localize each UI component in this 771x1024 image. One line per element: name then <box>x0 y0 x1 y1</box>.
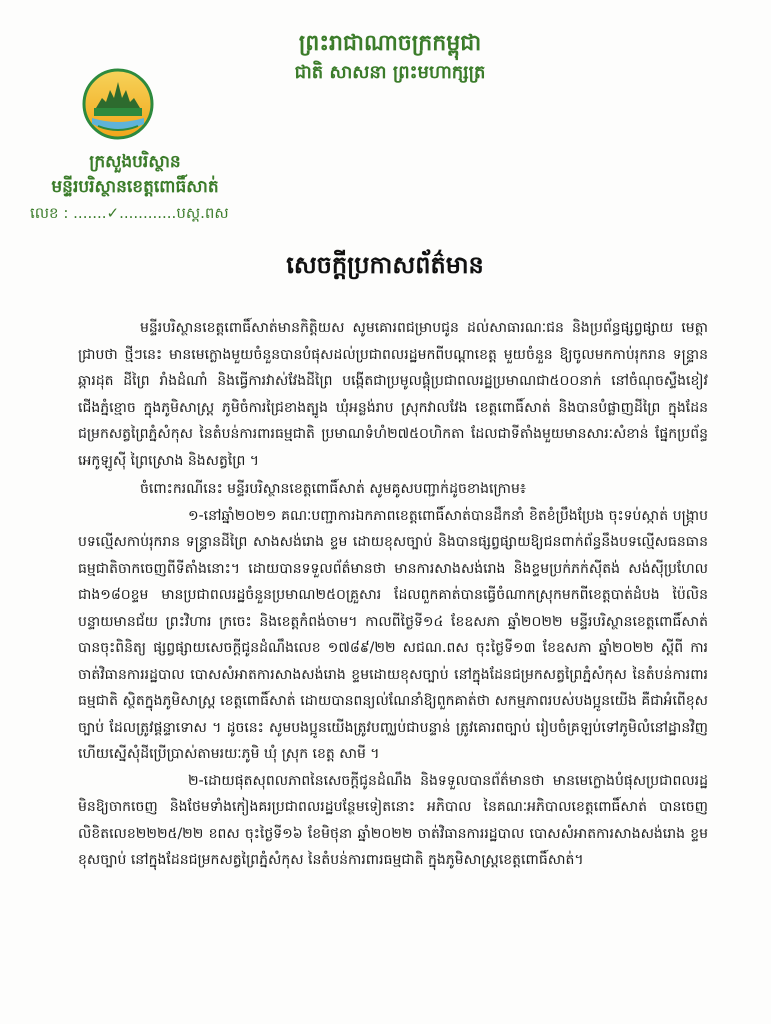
ministry-name: ក្រសួងបរិស្ថាន <box>89 152 181 172</box>
ministry-block <box>20 150 250 226</box>
ministry-logo <box>82 68 154 140</box>
kingdom-header <box>240 28 540 86</box>
national-motto: ជាតិ សាសនា ព្រះមហាក្សត្រ <box>294 62 486 83</box>
paragraph-point-2: ២-ដោយផុតសុពលភាពនៃសេចក្តីជូនដំណឹង និងទទួលបានព័ត៌មានថា មានមេក្លោងបំផុសប្រជាពលរដ្ឋមិនឱ្យចាកចេញ និងថែមទាំងកៀងគរប្រជាពលរដ្ឋបន្ថែមទៀតនោះ អភិបាល នៃគណៈអភិបាលខេត្តពោធិ៍សាត់ បានចេញលិខិតលេខ២២២៥/២២ ខពស ចុះថ្ងៃទី១៦ ខែមិថុនា ឆ្នាំ២០២២ ចាត់វិធានការរដ្ឋបាល បោសសំអាតការសាងសង់រោង ខ្ទមខុសច្បាប់ នៅក្នុងដែនជម្រកសត្វព្រៃភ្នំសំកុស នៃតំបន់ការពារធម្មជាតិ ក្នុងភូមិសាស្ត្រខេត្តពោធិ៍សាត់។ <box>78 772 708 868</box>
logo-emblem-icon <box>82 68 154 140</box>
paragraph-statement: ចំពោះករណីនេះ មន្ទីរបរិស្ថានខេត្តពោធិ៍សាត់ សូមគូសបញ្ជាក់ដូចខាងក្រោម៖ <box>140 481 527 497</box>
document-title: សេចក្តីប្រកាសព័ត៌មាន <box>286 251 484 279</box>
paragraph-point-1: ១-នៅឆ្នាំ២០២១ គណៈបញ្ជាការឯកភាពខេត្តពោធិ៍សាត់បានដឹកនាំ ខិតខំប្រឹងប្រែង ចុះទប់ស្កាត់ បង្ក្រាប បទល្មើសកាប់រុករាន ទន្ទ្រានដីព្រៃ សាងសង់រោង ខ្ទម ដោយខុសច្បាប់ និងបានផ្សព្វផ្សាយឱ្យជនពាក់ព័ន្ធនឹងបទល្មើសធនធានធម្មជាតិចាកចេញពីទីតាំងនោះ។ ដោយបានទទួលព័ត៌មានថា មានការសាងសង់រោង និងខ្ទមប្រក់ភក់ស៊ីតង់ សង់ស៊ីប្រហែលជាង១៨០ខ្ទម មានប្រជាពលរដ្ឋចំនួនប្រមាណ២៥០គ្រួសារ ដែលពួកគាត់បានធ្វើចំណាកស្រុកមកពីខេត្តបាត់ដំបង ប៉ៃលិន បន្ទាយមានជ័យ ព្រះវិហារ ក្រចេះ និងខេត្តកំពង់ចាម។ កាលពីថ្ងៃទី១៤ ខែឧសភា ឆ្នាំ២០២២ មន្ទីរបរិស្ថានខេត្តពោធិ៍សាត់ បានចុះពិនិត្យ ផ្សព្វផ្សាយសេចក្តីជូនដំណឹងលេខ ១៧៨៩/២២ សជណ.ពស ចុះថ្ងៃទី១៣ ខែឧសភា ឆ្នាំ២០២២ ស្តីពី ការចាត់វិធានការរដ្ឋបាល បោសសំអាតការសាងសង់រោង ខ្ទមដោយខុសច្បាប់ នៅក្នុងដែនជម្រកសត្វព្រៃភ្នំសំកុស នៃតំបន់ការពារធម្មជាតិ ស្ថិតក្នុងភូមិសាស្ត្រ ខេត្តពោធិ៍សាត់ ដោយបានពន្យល់ណែនាំឱ្យពួកគាត់ថា សកម្មភាពរបស់បងប្អូនយើង គឺជាអំពើខុសច្បាប់ ដែលត្រូវផ្តន្ទាទោស ។ ដូចនេះ សូមបងប្អូនយើងត្រូវបញ្ឈប់ជាបន្ទាន់ ត្រូវគោរពច្បាប់ រៀបចំគ្រឡប់ទៅភូមិលំនៅដ្ឋានវិញ ហើយស្នើសុំដីប្រើប្រាស់តាមរយៈភូមិ ឃុំ ស្រុក ខេត្ត សាមី ។ <box>78 507 708 762</box>
kingdom-name: ព្រះរាជាណាចក្រកម្ពុជា <box>298 31 482 56</box>
reference-number: លេខ : .......✓............បស្ត.ពស <box>30 204 229 222</box>
department-name: មន្ទីរបរិស្ថានខេត្តពោធិ៍សាត់ <box>51 177 219 197</box>
document-body <box>78 315 708 874</box>
paragraph-intro: មន្ទីរបរិស្ថានខេត្តពោធិ៍សាត់មានកិត្តិយស សូមគោរពជម្រាបជូន ដល់សាធារណៈជន និងប្រព័ន្ធផ្សព្វផ្សាយ មេត្តាជ្រាបថា ថ្មីៗនេះ មានមេក្លោងមួយចំនួនបានបំផុសដល់ប្រជាពលរដ្ឋមកពីបណ្តាខេត្ត មួយចំនួន ឱ្យចូលមកកាប់រុករាន ទន្ទ្រាន ឆ្ការដុត ដីព្រៃ រាំងដំណាំ និងធ្វើការវាស់វែងដីព្រៃ បង្កើតជាប្រមូលផ្តុំប្រជាពលរដ្ឋប្រមាណជា៥០០នាក់ នៅចំណុចស្ទឹងខៀវ ជើងភ្នំខ្មោច ក្នុងភូមិសាស្ត្រ ភូមិចំការជ្រៃខាងត្បូង ឃុំអន្លង់រាប ស្រុកវាលវែង ខេត្តពោធិ៍សាត់ និងបានបំផ្លាញដីព្រៃ ក្នុងដែនជម្រកសត្វព្រៃភ្នំសំកុស នៃតំបន់ការពារធម្មជាតិ ប្រមាណទំហំ២៧៥០ហិកតា ដែលជាទីតាំងមួយមានសារៈសំខាន់ ផ្នែកប្រព័ន្ធអេកូឡូស៊ី ព្រៃស្រោង និងសត្វព្រៃ ។ <box>78 320 708 469</box>
